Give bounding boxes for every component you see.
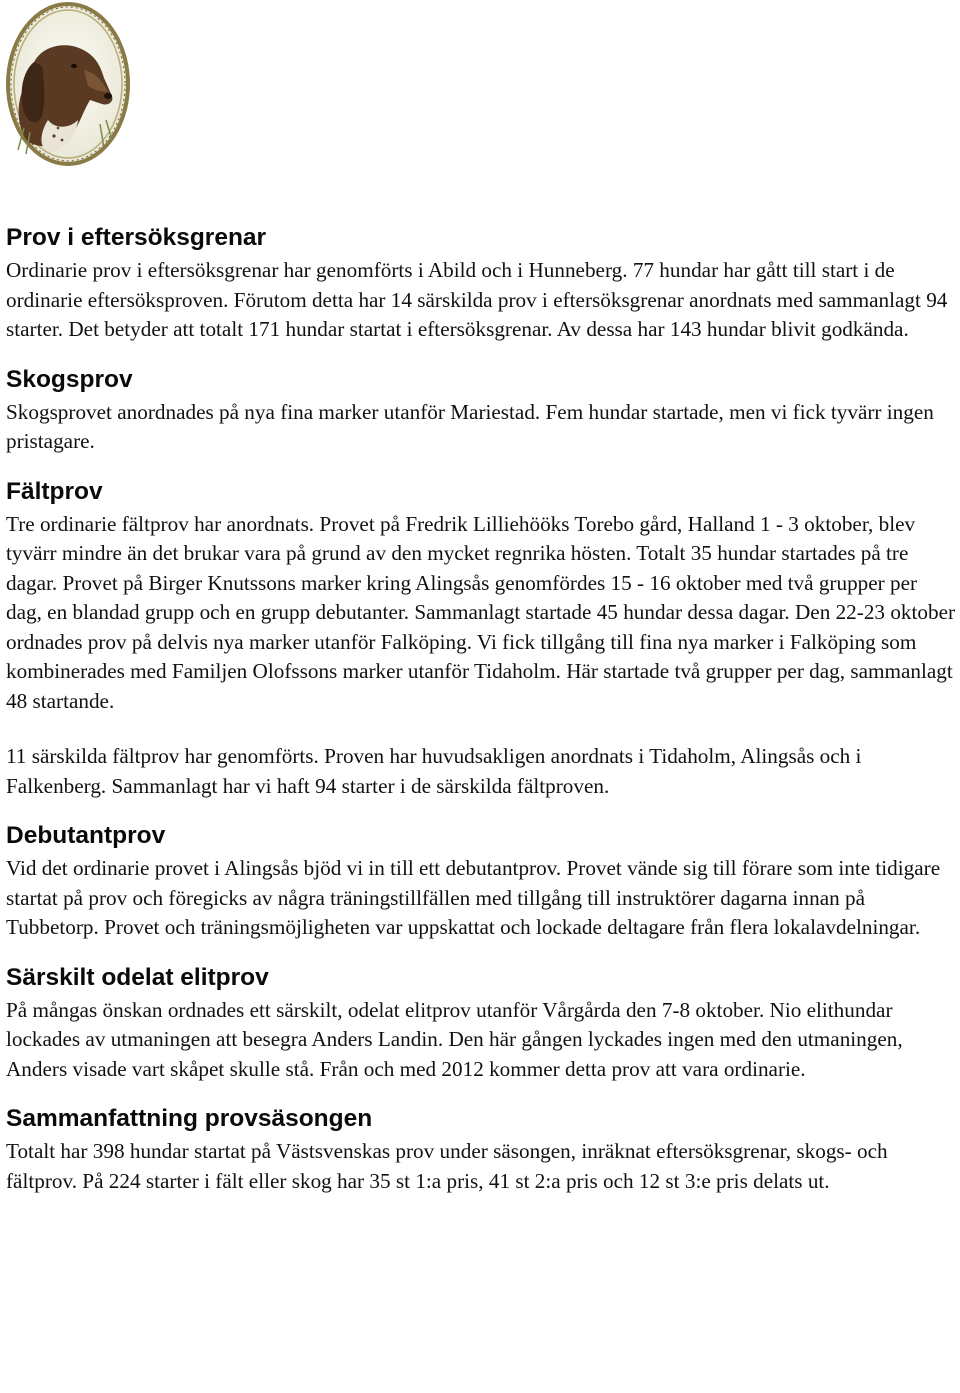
club-emblem-dog-icon [4,0,132,170]
section-title: Fältprov [6,477,103,505]
section-title: Prov i eftersöksgrenar [6,224,267,251]
section-skogsprov [6,364,958,457]
section-title: Särskilt odelat elitprov [6,963,269,991]
section-eftersok [6,222,958,345]
report-content [6,222,958,1196]
section-sammanfattning [6,1103,958,1196]
section-paragraph: Vid det ordinarie provet i Alingsås bjöd vi in till ett debutantprov. Provet vände sig till förare som inte tidigare startat på prov och föregicks av några träningstillfällen med tillgång till instruktörer dagarna innan på Tubbetorp. Provet och träningsmöjligheten var uppskattat och lockade deltagare från flera lokalavdelningar. [6,856,941,939]
section-paragraph: 11 särskilda fältprov har genomförts. Proven har huvudsakligen anordnats i Tidaholm, Alingsås och i Falkenberg. Sammanlagt har vi haft 94 starter i de särskilda fältproven. [6,744,862,798]
section-title: Debutantprov [6,822,166,849]
section-debutantprov [6,820,958,943]
logo-graphic [4,0,132,170]
section-title: Skogsprov [6,365,133,393]
section-paragraph: På mångas önskan ordnades ett särskilt, odelat elitprov utanför Vårgårda den 7-8 oktober. Nio elithundar lockades av utmaningen att besegra Anders Landin. Den här gången lyckades ingen med den utmaningen, Anders visade vart skåpet skulle stå. Från och med 2012 kommer detta prov att vara ordinarie. [6,997,903,1081]
section-paragraph: Totalt har 398 hundar startat på Västsvenskas prov under säsongen, inräknat eftersöksgrenar, skogs- och fältprov. På 224 starter i fält eller skog har 35 st 1:a pris, 41 st 2:a pris och 12 st 3:e pris delats ut. [6,1139,888,1193]
section-paragraph: Ordinarie prov i eftersöksgrenar har genomförts i Abild och i Hunneberg. 77 hundar har gått till start i de ordinarie eftersöksproven. Förutom detta har 14 särskilda prov i eftersöksgrenar anordnats med sammanlagt 94 starter. Det betyder att totalt 171 hundar startat i eftersöksgrenar. Av dessa har 143 hundar blivit godkända. [6,258,948,341]
section-paragraph: Tre ordinarie fältprov har anordnats. Provet på Fredrik Lilliehööks Torebo gård, Halland 1 - 3 oktober, blev tyvärr mindre än det brukar vara på grund av den mycket regnrika hösten. Totalt 35 hundar startades på tre dagar. Provet på Birger Knutssons marker kring Alingsås genomfördes 15 - 16 oktober med två grupper per dag, en blandad grupp och en grupp debutanter. Sammanlagt startade 45 hundar dessa dagar. Den 22-23 oktober ordnades prov på delvis nya marker utanför Falköping. Vi fick tillgång till fina nya marker i Falköping som kombinerades med Familjen Olofssons marker utanför Tidaholm. Här startade två grupper per dag, sammanlagt 48 startande. [6,511,956,713]
section-faltprov [6,476,958,802]
section-title: Sammanfattning provsäsongen [6,1105,373,1132]
section-elitprov [6,962,958,1085]
section-paragraph: Skogsprovet anordnades på nya fina marker utanför Mariestad. Fem hundar startade, men vi fick tyvärr ingen pristagare. [6,399,934,453]
